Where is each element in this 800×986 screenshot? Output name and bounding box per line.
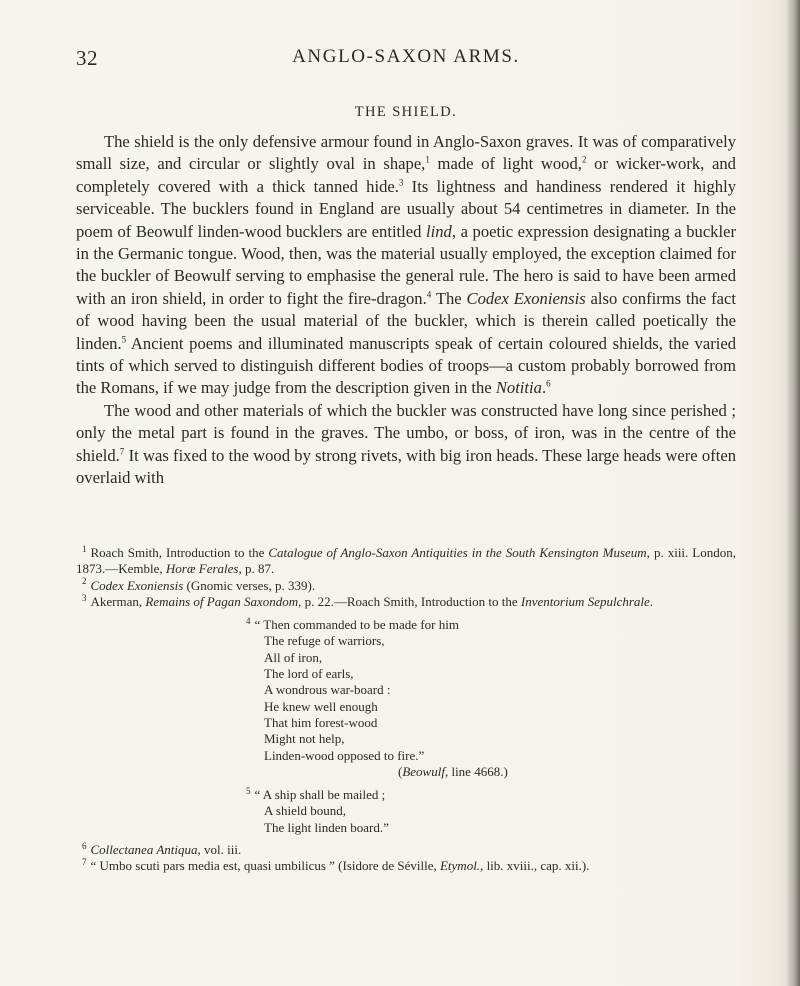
text-run: (Gnomic verses, p. 339). <box>183 577 316 593</box>
footnote-ref: 7 <box>119 446 125 457</box>
text-run: The wood and other materials of which the buckler was constructed have long since perished ; only the metal part is found in the graves. The umbo, or boss, of iron, was in the centre of the shield. <box>76 400 736 465</box>
poem-line: A wondrous war-board : <box>264 682 391 698</box>
footnote-ref: 5 <box>121 334 127 345</box>
text-run: The <box>431 288 467 308</box>
italic-term: lind <box>426 221 452 241</box>
section-title: THE SHIELD. <box>354 104 458 120</box>
footnotes <box>76 545 736 875</box>
poem-line: The lord of earls, <box>264 666 354 682</box>
italic-title: Collectanea Antiqua <box>90 842 198 858</box>
italic-title: Codex Exoniensis <box>90 577 184 593</box>
text-run: Ancient poems and illuminated manuscripts speak of certain coloured shields, the varied tints of which served to distinguish different bodies of troops—a custom probably borrowed from the Romans, if we may judge from the description given in the <box>76 333 736 398</box>
footnote-6 <box>76 842 736 858</box>
italic-title: Catalogue of Anglo-Saxon Antiquities in the South Kensington Museum <box>268 545 647 560</box>
page-header <box>76 46 736 72</box>
footnote-number: 3 <box>82 592 87 603</box>
italic-title: Horæ Ferales <box>165 561 239 577</box>
poem-line: The refuge of warriors, <box>264 633 385 649</box>
footnote-number: 2 <box>82 576 87 587</box>
page-number: 32 <box>76 46 98 70</box>
footnote-ref: 2 <box>581 154 587 165</box>
text-run: , p. 87. <box>238 561 275 577</box>
text-run: , vol. iii. <box>197 842 242 858</box>
italic-title: Etymol. <box>439 858 481 874</box>
poem-line: All of iron, <box>264 649 323 665</box>
text-run: “ Then commanded to be made for him <box>254 617 459 633</box>
italic-title: Codex Exoniensis <box>466 288 586 308</box>
poem-citation <box>264 764 736 780</box>
text-run: “ Umbo scuti pars media est, quasi umbilicus ” (Isidore de Séville, <box>90 858 440 874</box>
poem-line: He knew well enough <box>264 698 378 714</box>
text-run: The shield is the only defensive armour found in Anglo-Saxon graves. It was of comparatively small size, and circular or slightly oval in shape, <box>76 132 736 174</box>
paragraph-1 <box>76 131 736 400</box>
italic-title: Beowulf <box>402 763 445 779</box>
running-head: ANGLO-SAXON ARMS. <box>292 46 520 67</box>
italic-title: Inventorium Sepulchrale <box>520 593 650 609</box>
text-run: , p. 22.—Roach Smith, Introduction to the <box>298 593 521 609</box>
footnote-number: 5 <box>246 785 251 796</box>
text-run: . <box>649 593 654 609</box>
text-run: Akerman, <box>90 593 146 609</box>
footnote-number: 7 <box>82 857 87 868</box>
text-run: . <box>541 378 547 398</box>
footnote-number: 1 <box>82 543 87 554</box>
footnote-number: 6 <box>82 840 87 851</box>
paragraph-2 <box>76 400 736 490</box>
footnote-number: 4 <box>246 615 251 626</box>
text-run: Roach Smith, Introduction to the <box>90 545 269 560</box>
text-run: , lib. xviii., cap. xii.). <box>480 858 590 874</box>
text-run: also confirms the fact of wood having been the usual material of the buckler, which is therein called poetically the linden. <box>76 288 737 353</box>
page-edge-shadow <box>786 0 800 986</box>
text-run: , line 4668.) <box>444 763 508 779</box>
text-run: ( <box>398 763 403 779</box>
poem-line <box>246 787 736 803</box>
text-run: or wicker-work, and completely covered with a thick tanned hide. <box>76 154 736 196</box>
text-run: , a poetic expression designating a buckler in the Germanic tongue. Wood, then, was the material usually employed, the exception claimed for the buckler of Beowulf serving to emphasise the general rule. The hero is said to have been armed with an iron shield, in order to fight the fire-dragon. <box>76 221 736 308</box>
poem-line: That him forest-wood <box>264 714 378 730</box>
footnote-2 <box>76 578 736 594</box>
poem-line: Might not help, <box>264 731 345 747</box>
poem-line: A shield bound, <box>264 803 346 819</box>
text-run: Its lightness and handiness rendered it highly serviceable. The bucklers found in England are usually about 54 centimetres in diameter. In the poem of Beowulf linden-wood bucklers are entitled <box>76 176 737 241</box>
text-run: , p. xiii. London, 1873.—Kemble, <box>76 545 736 577</box>
footnote-4 <box>76 617 736 780</box>
text-run: made of light wood, <box>429 154 582 174</box>
poem-line: Linden-wood opposed to fire.” <box>264 747 425 763</box>
italic-title: Remains of Pagan Saxondom <box>145 593 299 609</box>
footnote-ref: 1 <box>425 154 430 165</box>
poem-line: The light linden board.” <box>264 819 389 835</box>
text-run: “ A ship shall be mailed ; <box>254 787 386 803</box>
footnote-ref: 3 <box>398 177 404 188</box>
footnote-5 <box>76 787 736 836</box>
footnote-3 <box>76 594 736 610</box>
footnote-ref: 6 <box>546 378 551 389</box>
footnote-1 <box>76 545 736 578</box>
footnote-ref: 4 <box>426 289 432 300</box>
poem-line <box>246 617 736 633</box>
text-run: It was fixed to the wood by strong rivets, with big iron heads. These large heads were often overlaid with <box>76 445 736 488</box>
italic-title: Notitia <box>495 378 542 398</box>
body-text <box>76 131 736 490</box>
footnote-7 <box>76 858 736 874</box>
